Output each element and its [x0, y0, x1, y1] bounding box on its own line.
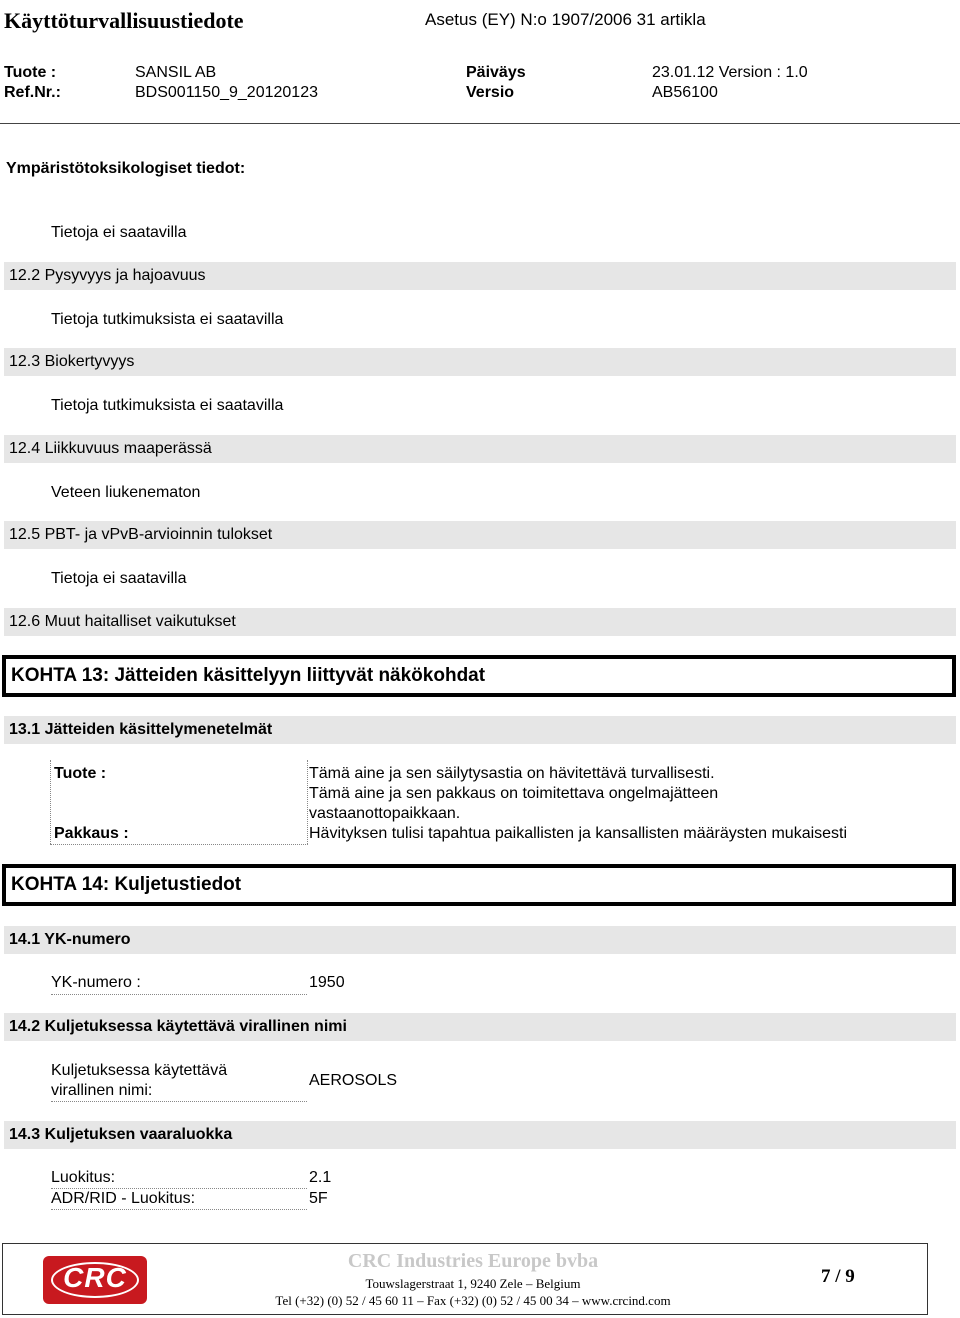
date-label: Päiväys	[466, 64, 526, 81]
crc-logo	[43, 1256, 147, 1304]
un-number-label: YK-numero :	[51, 974, 307, 995]
version-label: Versio	[466, 84, 515, 101]
ecotox-intro-text: Tietoja ei saatavilla	[51, 224, 187, 241]
waste-package-label: Pakkaus :	[54, 825, 129, 842]
version-value: AB56100	[652, 84, 718, 101]
subsection-12-5-text: Tietoja ei saatavilla	[51, 570, 187, 587]
waste-package-text: Hävityksen tulisi tapahtua paikallisten ja kansallisten määräysten mukaisesti	[309, 825, 848, 842]
subsection-12-4-text: Veteen liukenematon	[51, 484, 201, 501]
date-value: 23.01.12 Version : 1.0	[652, 64, 808, 81]
section-13-heading: KOHTA 13: Jätteiden käsittelyyn liittyvät näkökohdat	[2, 655, 956, 697]
subsection-12-3-title: 12.3 Biokertyvyys	[4, 348, 956, 376]
subsection-14-2-title: 14.2 Kuljetuksessa käytettävä virallinen nimi	[4, 1013, 956, 1041]
product-value: SANSIL AB	[135, 64, 217, 81]
page-footer	[2, 1243, 928, 1315]
ref-value: BDS001150_9_20120123	[135, 84, 318, 101]
class-label: Luokitus:	[51, 1169, 307, 1189]
subsection-12-2-title: 12.2 Pysyvyys ja hajoavuus	[4, 262, 956, 290]
waste-product-line2: Tämä aine ja sen pakkaus on toimitettava ongelmajätteen	[309, 785, 719, 802]
subsection-13-1-title: 13.1 Jätteiden käsittelymenetelmät	[4, 716, 956, 744]
waste-product-line1: Tämä aine ja sen säilytysastia on hävitettävä turvallisesti.	[309, 765, 715, 782]
header-divider	[0, 123, 960, 124]
class-value: 2.1	[309, 1169, 332, 1186]
adr-class-value: 5F	[309, 1190, 328, 1207]
product-label: Tuote :	[4, 64, 57, 81]
waste-label-underline	[50, 844, 308, 845]
subsection-12-6-title: 12.6 Muut haitalliset vaikutukset	[4, 608, 956, 636]
shipping-name-label-line1: Kuljetuksessa käytettävä	[51, 1062, 228, 1079]
document-title: Käyttöturvallisuustiedote	[4, 8, 244, 33]
waste-product-label: Tuote :	[54, 765, 107, 782]
company-address: Touwslagerstraat 1, 9240 Zele – Belgium	[365, 1276, 581, 1291]
shipping-name-value: AEROSOLS	[309, 1072, 398, 1089]
adr-class-label: ADR/RID - Luokitus:	[51, 1190, 307, 1210]
subsection-12-5-title: 12.5 PBT- ja vPvB-arvioinnin tulokset	[4, 521, 956, 549]
subsection-12-2-text: Tietoja tutkimuksista ei saatavilla	[51, 311, 284, 328]
company-name: CRC Industries Europe bvba	[347, 1250, 599, 1272]
section-14-heading: KOHTA 14: Kuljetustiedot	[2, 864, 956, 906]
regulation-reference: Asetus (EY) N:o 1907/2006 31 artikla	[425, 10, 706, 29]
ecotox-title: Ympäristötoksikologiset tiedot:	[6, 160, 246, 177]
subsection-14-1-title: 14.1 YK-numero	[4, 926, 956, 954]
subsection-12-4-title: 12.4 Liikkuvuus maaperässä	[4, 435, 956, 463]
page-number: 7 / 9	[821, 1266, 855, 1287]
shipping-name-label-line2: virallinen nimi:	[51, 1082, 307, 1102]
waste-table-border	[50, 760, 52, 844]
logo-text: CRC	[63, 1262, 127, 1293]
waste-product-line3: vastaanottopaikkaan.	[309, 805, 461, 822]
company-contact: Tel (+32) (0) 52 / 45 60 11 – Fax (+32) (0) 52 / 45 00 34 – www.crcind.com	[275, 1293, 671, 1308]
subsection-14-3-title: 14.3 Kuljetuksen vaaraluokka	[4, 1121, 956, 1149]
subsection-12-3-text: Tietoja tutkimuksista ei saatavilla	[51, 397, 284, 414]
ref-label: Ref.Nr.:	[4, 84, 61, 101]
un-number-value: 1950	[309, 974, 345, 991]
